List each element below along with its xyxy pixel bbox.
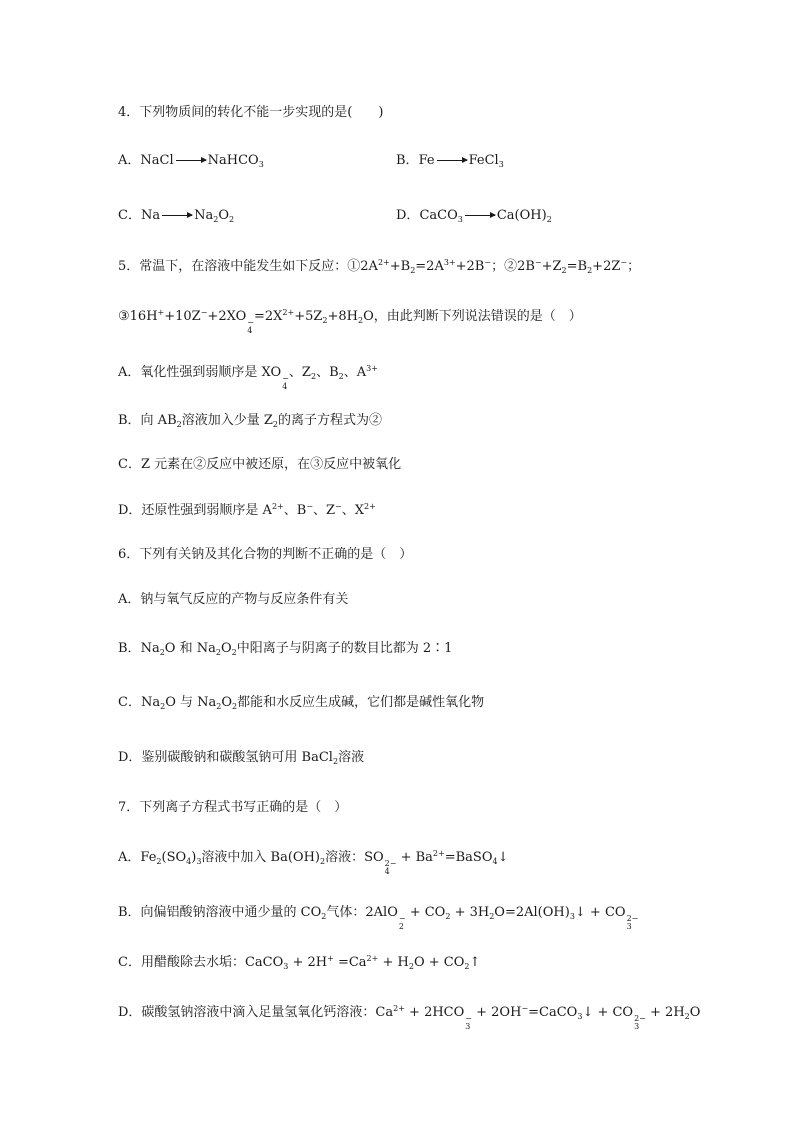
reaction-arrow-icon xyxy=(162,215,192,216)
q5-stem-line2: ③16H++10Z−+2XO − 4 $=2X^{2+}+5Z_2+8H_2O$，由此判断下列说法错误的是（ ） xyxy=(118,308,582,335)
q6-option-c: C．$Na_2O$ 与 $Na_2O_2$都能和水反应生成碱，它们都是碱性氧化物 xyxy=(118,695,485,711)
q7-stem: 7．下列离子方程式书写正确的是（ ） xyxy=(118,800,348,815)
q5-stem-line1: 5．常温下，在溶液中能发生如下反应：$①2A^{2+}+B_2=2A^{3+}+2B^-$；$②2B^-+Z_2=B_2+2Z^-$； xyxy=(118,258,641,275)
q7-option-d: D．碳酸氢钠溶液中滴入足量氢氧化钙溶液：$Ca^{2+} + 2HCO$ − 3 + 2OH−=CaCO$_3$↓ + CO 2− 3 + $2H_2O$ xyxy=(118,1004,701,1031)
q4-stem: 4．下列物质间的转化不能一步实现的是( ) xyxy=(118,105,384,120)
q4-option-a: A．NaCl NaHCO$_3$ xyxy=(118,153,264,169)
q6-option-b: B．$Na_2O$ 和 $Na_2O_2$中阳离子与阴离子的数目比都为 2∶1 xyxy=(118,641,453,657)
q5-option-d: D．还原性强到弱顺序是 $A^{2+}$、B−、Z−、$X^{2+}$ xyxy=(118,502,376,518)
q7-option-a: A．$Fe_2(SO_4)_3$溶液中加入 $Ba(OH)_2$溶液：SO 2− 4 + $Ba^{2+}=BaSO_4↓$ xyxy=(118,849,509,876)
q5-option-a: A．氧化性强到弱顺序是 XO − 4 、$Z_2$、$B_2$、$A^{3+}$ xyxy=(118,364,378,391)
q4-option-c: C．Na $Na_2O_2$ xyxy=(118,208,235,224)
q7-option-c: C．用醋酸除去水垢：CaCO$_3$ + $2H^+ =Ca^{2+} + H_2O$ + $CO_2↑$ xyxy=(118,954,481,971)
q6-option-a: A．钠与氧气反应的产物与反应条件有关 xyxy=(118,592,349,607)
q4-option-b: B．Fe FeCl$_3$ xyxy=(396,153,504,169)
q5-option-b: B．向 $AB_2$溶液加入少量 $Z_2$的离子方程式为② xyxy=(118,413,383,429)
q6-option-d: D．鉴别碳酸钠和碳酸氢钠可用 BaCl$_2$溶液 xyxy=(118,750,365,766)
q7-option-b: B．向偏铝酸钠溶液中通少量的 $CO_2$气体：2AlO − 2 + $CO_2$ + $3H_2O=2Al(OH)_3↓$ + CO 2− 3 xyxy=(118,905,639,931)
q5-option-c: C．Z 元素在②反应中被还原，在③反应中被氧化 xyxy=(118,457,402,472)
reaction-arrow-icon xyxy=(465,215,495,216)
reaction-arrow-icon xyxy=(437,160,467,161)
q6-stem: 6．下列有关钠及其化合物的判断不正确的是（ ） xyxy=(118,547,413,562)
q4-option-d: D．CaCO$_3$ $Ca(OH)_2$ xyxy=(396,208,552,224)
reaction-arrow-icon xyxy=(176,160,206,161)
